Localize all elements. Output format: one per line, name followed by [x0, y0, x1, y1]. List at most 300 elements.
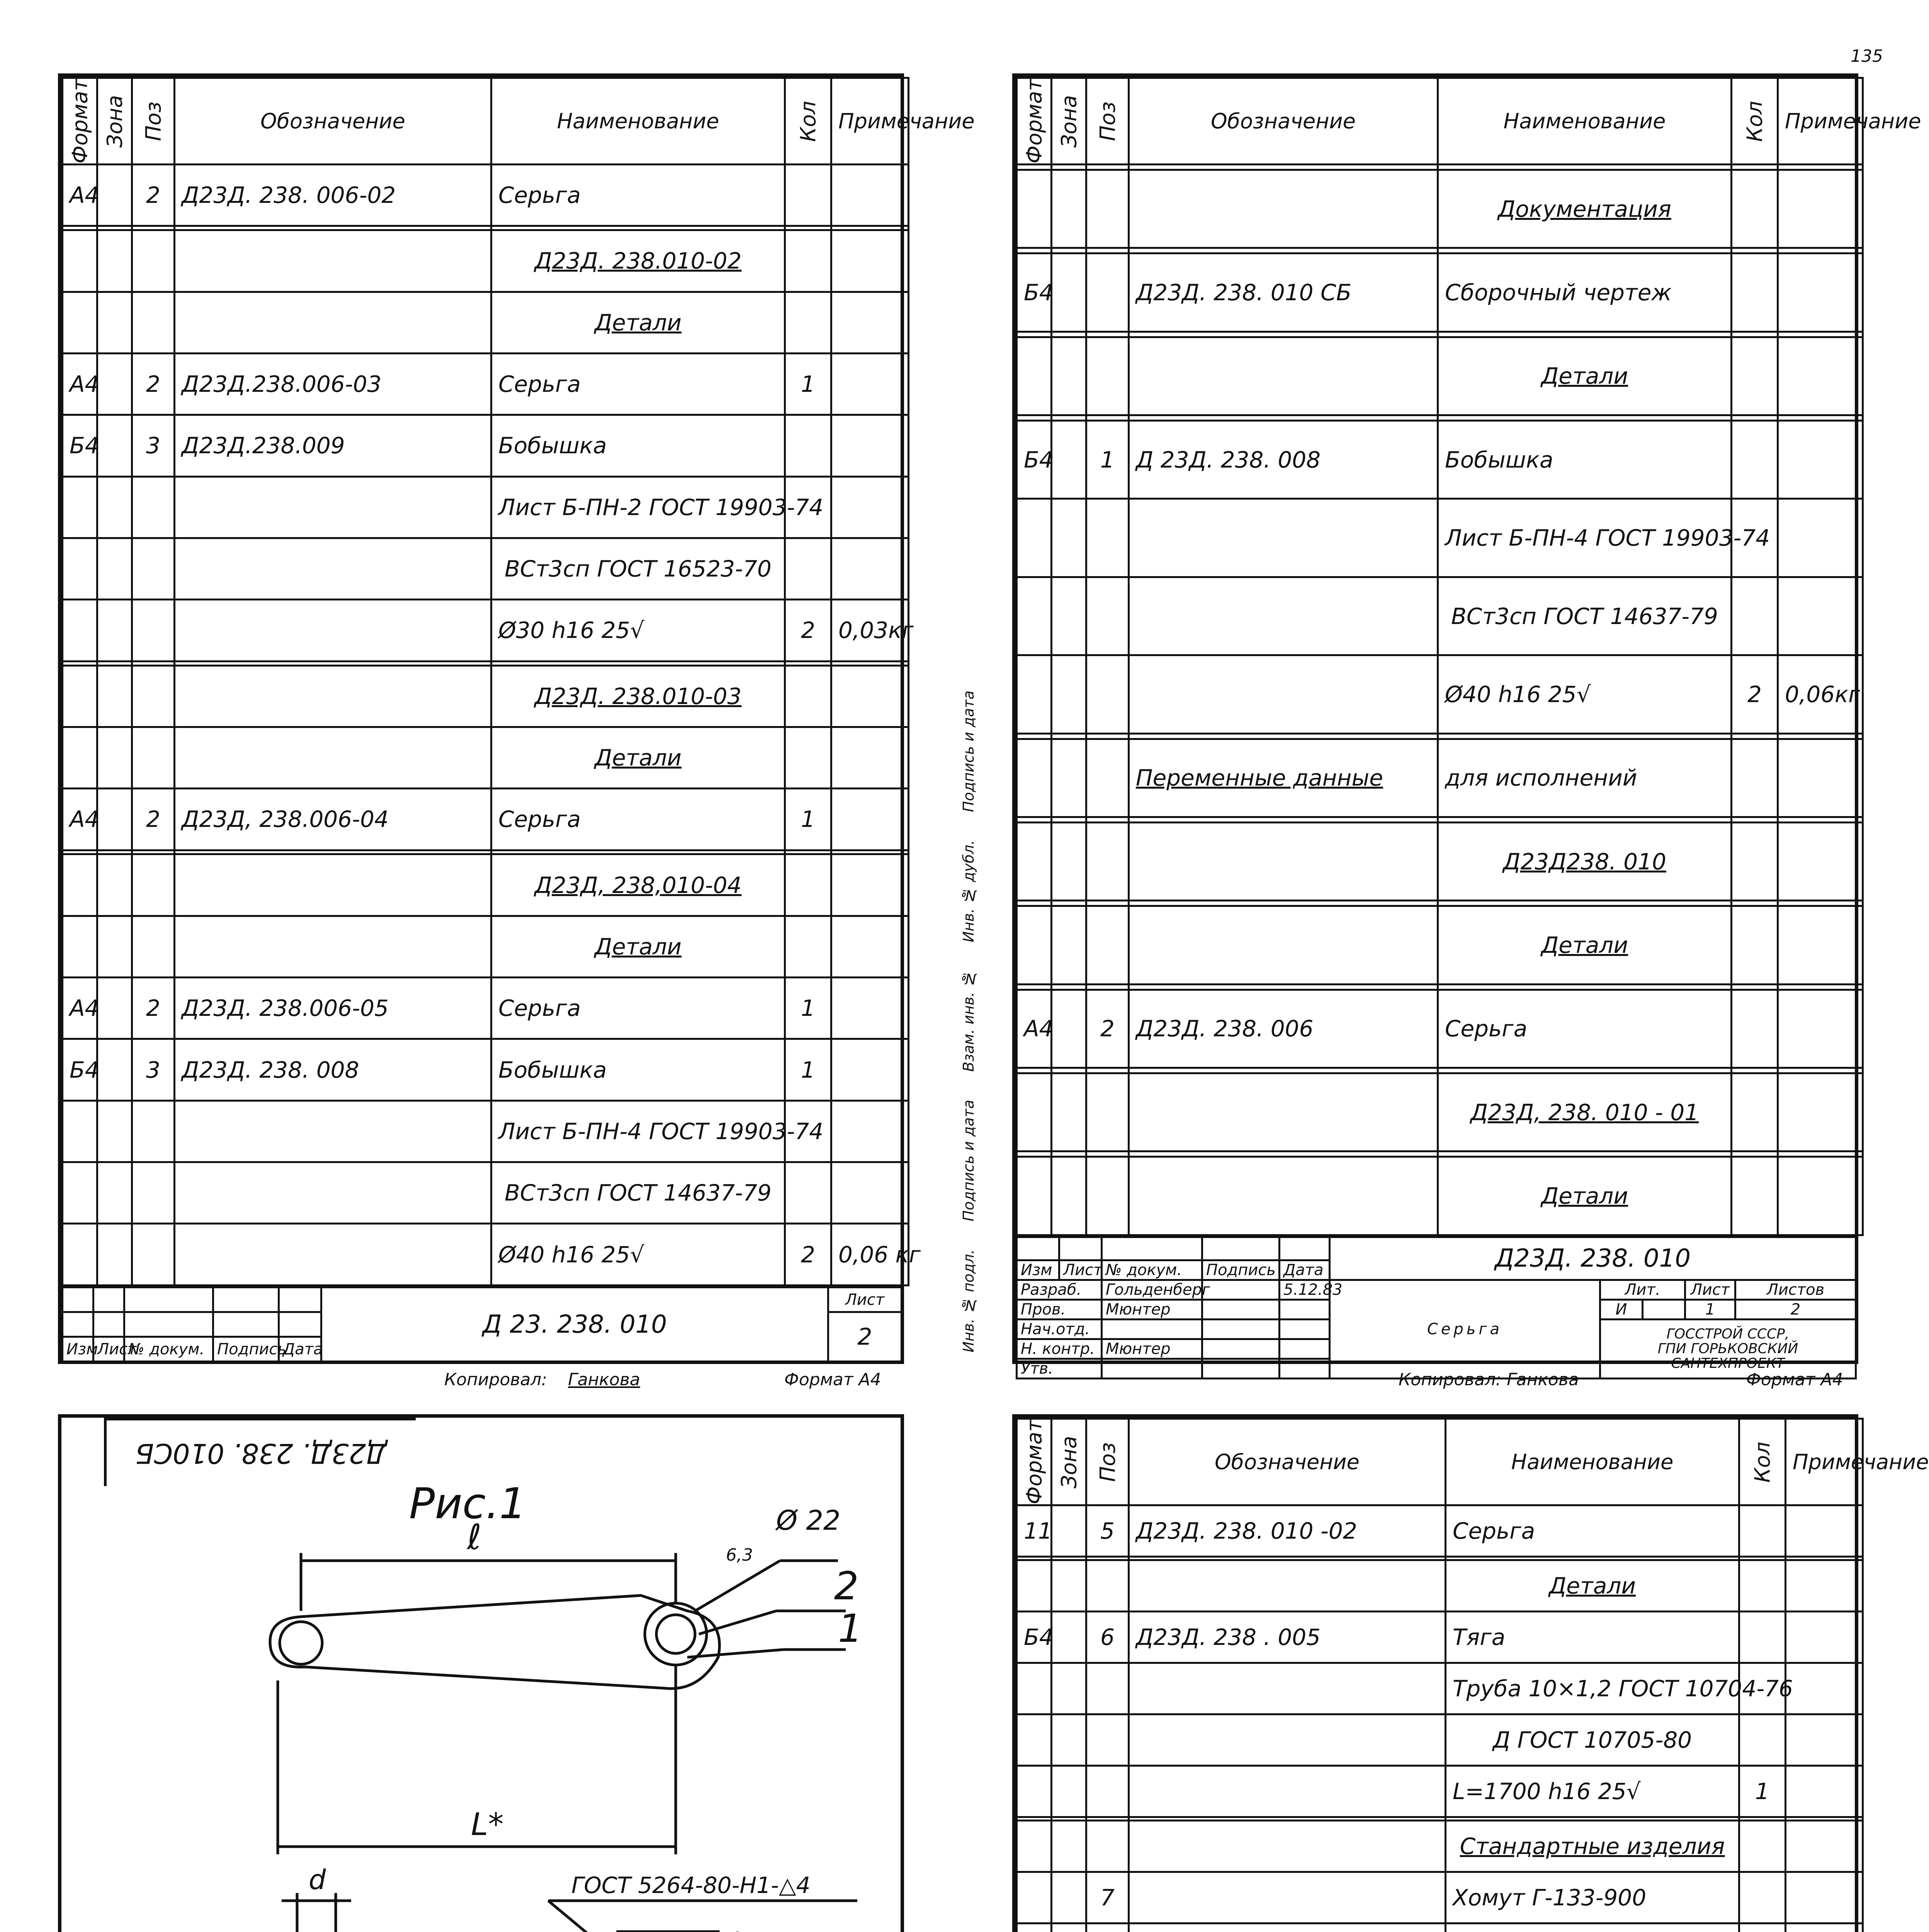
row-format — [1017, 499, 1052, 577]
row-zone — [97, 538, 132, 599]
col-zone: Зона — [1052, 78, 1086, 165]
row-pos — [132, 292, 175, 353]
row-zone — [1052, 1872, 1086, 1923]
table-row — [1017, 1817, 1863, 1820]
row-designation — [1129, 1557, 1446, 1560]
sheet-3 — [58, 1414, 904, 1932]
table-row — [1017, 499, 1863, 577]
row-designation — [1129, 165, 1438, 170]
row-zone — [1052, 1505, 1086, 1557]
lit-label: Лит. — [1600, 1280, 1685, 1300]
row-zone — [97, 353, 132, 415]
row-zone — [1052, 1817, 1086, 1820]
row-pos — [132, 1224, 175, 1286]
table-row — [1017, 739, 1863, 817]
row-note — [1778, 990, 1863, 1068]
row-note — [831, 165, 909, 226]
table-row — [1017, 823, 1863, 901]
row-qty — [785, 661, 831, 665]
row-note — [1778, 415, 1863, 421]
table-row — [63, 226, 909, 230]
row-zone — [97, 476, 132, 538]
row-pos — [1086, 984, 1129, 990]
row-note — [1778, 337, 1863, 415]
row-name — [1438, 984, 1732, 990]
row-name: Лист Б-ПН-4 ГОСТ 19903-74 — [1438, 499, 1732, 577]
utv-label: Утв. — [1017, 1359, 1102, 1379]
row-pos — [1086, 1151, 1129, 1157]
title: Серьга — [1330, 1280, 1600, 1379]
row-note — [831, 850, 909, 854]
row-name — [1446, 1557, 1739, 1560]
row-zone — [1052, 1560, 1086, 1612]
row-designation: Д23Д. 238. 010 СБ — [1129, 253, 1438, 332]
row-designation — [175, 600, 491, 661]
row-note — [1778, 739, 1863, 817]
row-name — [1438, 1151, 1732, 1157]
row-qty — [1732, 337, 1778, 415]
row-name: Детали — [491, 727, 785, 788]
row-format — [1017, 901, 1052, 906]
row-format — [1017, 817, 1052, 823]
dim-d22: Ø 22 — [776, 1505, 841, 1536]
row-format: Б4 — [63, 1039, 97, 1100]
tb-izm: Изм — [63, 1337, 93, 1362]
row-pos — [132, 1162, 175, 1224]
row-designation: Д23Д. 238. 006 — [1129, 990, 1438, 1068]
row-name: Бобышка — [1438, 420, 1732, 498]
row-zone — [1052, 248, 1086, 253]
row-name: Серьга — [1438, 990, 1732, 1068]
col-zone: Зона — [97, 78, 132, 165]
sheet-number: 2 — [828, 1312, 902, 1362]
row-designation — [1129, 1765, 1446, 1817]
row-name: L=1700 h16 25√ — [1446, 1765, 1739, 1817]
row-zone — [97, 665, 132, 727]
row-qty: 2 — [785, 600, 831, 661]
row-designation — [1129, 1872, 1446, 1923]
row-format: Б4 — [63, 415, 97, 476]
row-format — [1017, 1073, 1052, 1151]
row-note — [1778, 1073, 1863, 1151]
list: 1 — [1685, 1300, 1735, 1320]
row-pos — [1086, 901, 1129, 906]
row-format — [63, 854, 97, 916]
table-row — [1017, 1872, 1863, 1923]
spec-table-sheet4 — [1016, 1418, 1929, 1932]
row-note — [831, 1100, 909, 1162]
row-format — [1017, 984, 1052, 990]
row-zone — [97, 226, 132, 230]
row-format — [63, 850, 97, 854]
row-note — [831, 665, 909, 727]
row-note — [1778, 984, 1863, 990]
row-note — [1778, 1151, 1863, 1157]
row-pos — [132, 538, 175, 599]
row-designation: Д23Д, 238.006-04 — [175, 789, 491, 850]
col-format: Формат — [1017, 78, 1052, 165]
col-name: Наименование — [1438, 78, 1732, 165]
row-pos — [132, 600, 175, 661]
row-pos — [132, 661, 175, 665]
table-row — [1017, 901, 1863, 906]
table-row — [1017, 577, 1863, 655]
row-qty — [1732, 415, 1778, 421]
row-name — [1446, 1923, 1739, 1932]
row-zone — [1052, 415, 1086, 421]
row-designation — [175, 1162, 491, 1224]
row-qty — [1739, 1505, 1786, 1557]
tb-izm: Изм — [1017, 1260, 1059, 1280]
row-zone — [1052, 1765, 1086, 1817]
row-name: Ø40 h16 25√ — [491, 1224, 785, 1286]
col-pos: Поз — [132, 78, 175, 165]
row-name: Д ГОСТ 10705-80 — [1446, 1714, 1739, 1765]
row-zone — [97, 415, 132, 476]
row-zone — [97, 1039, 132, 1100]
row-name: Ø40 h16 25√ — [1438, 655, 1732, 733]
row-zone — [1052, 1073, 1086, 1151]
table-row — [1017, 906, 1863, 984]
row-note — [831, 727, 909, 788]
format-label: Формат А4 — [1746, 1370, 1843, 1389]
table-row — [1017, 817, 1863, 823]
row-name: Серьга — [491, 978, 785, 1039]
row-name: Детали — [491, 292, 785, 353]
row-qty — [1732, 1073, 1778, 1151]
row-name: Сборочный чертеж — [1438, 253, 1732, 332]
row-format — [63, 1224, 97, 1286]
row-note — [1778, 165, 1863, 170]
table-row — [1017, 253, 1863, 332]
sheet-4 — [1012, 1414, 1929, 1932]
listov-label: Листов — [1735, 1280, 1856, 1300]
row-qty — [1732, 248, 1778, 253]
row-format — [1017, 170, 1052, 248]
row-designation — [175, 850, 491, 854]
row-pos: 5 — [1086, 1505, 1129, 1557]
row-designation — [1129, 906, 1438, 984]
table-row — [1017, 1073, 1863, 1151]
row-zone — [97, 1100, 132, 1162]
row-pos: 2 — [132, 978, 175, 1039]
row-format — [1017, 1923, 1052, 1932]
row-name: Д23Д. 238.010-02 — [491, 230, 785, 292]
row-zone — [1052, 990, 1086, 1068]
row-format: 11 — [1017, 1505, 1052, 1557]
nkontr-name: Мюнтер — [1102, 1339, 1202, 1359]
row-format — [63, 538, 97, 599]
row-qty: 1 — [1739, 1765, 1786, 1817]
row-zone — [97, 727, 132, 788]
row-format — [63, 665, 97, 727]
row-format — [1017, 1068, 1052, 1073]
row-qty — [1732, 332, 1778, 337]
row-zone — [1052, 420, 1086, 498]
row-note — [831, 538, 909, 599]
row-pos — [132, 665, 175, 727]
row-pos — [1086, 1663, 1129, 1714]
row-note — [831, 292, 909, 353]
tb-list: Лист — [1059, 1260, 1102, 1280]
row-note — [1786, 1817, 1863, 1820]
spec-table-sheet2 — [1016, 77, 1921, 1236]
row-format: А4 — [1017, 990, 1052, 1068]
razrab-name: Гольденберг — [1102, 1280, 1202, 1300]
table-row — [1017, 1068, 1863, 1073]
col-note: Примечание — [1778, 78, 1863, 165]
row-designation: Д23Д. 238 . 005 — [1129, 1612, 1446, 1663]
row-qty — [785, 916, 831, 977]
row-qty — [1732, 906, 1778, 984]
tb-date: Дата — [279, 1337, 321, 1362]
row-qty — [1732, 823, 1778, 901]
row-pos — [1086, 499, 1129, 577]
row-designation — [175, 476, 491, 538]
organization: ГОССТРОЙ СССР, ГПИ ГОРЬКОВСКИЙ САНТЕХПРОЕКТ — [1600, 1320, 1856, 1379]
dim-L: L* — [471, 1806, 504, 1842]
row-name: Детали — [1438, 1157, 1732, 1235]
row-format — [63, 476, 97, 538]
row-qty — [785, 1162, 831, 1224]
callout-2: 2 — [834, 1563, 859, 1609]
row-name: Хомут Г-133-900 — [1446, 1872, 1739, 1923]
dim-6-3: 6,3 — [726, 1545, 753, 1565]
row-pos — [1086, 1560, 1129, 1612]
row-pos: 2 — [132, 165, 175, 226]
table-row — [1017, 655, 1863, 733]
row-pos — [1086, 655, 1129, 733]
row-format — [1017, 1560, 1052, 1612]
row-note — [831, 854, 909, 916]
row-name — [1438, 733, 1732, 739]
rotated-stamp: Д23Д. 238. 010СБ — [104, 1418, 416, 1486]
table-row — [63, 727, 909, 788]
col-designation: Обозначение — [175, 78, 491, 165]
col-pos: Поз — [1086, 78, 1129, 165]
row-qty — [1732, 1068, 1778, 1073]
table-row — [1017, 337, 1863, 415]
row-pos — [132, 850, 175, 854]
row-pos: 1 — [1086, 420, 1129, 498]
row-note — [1778, 1157, 1863, 1235]
row-format — [1017, 415, 1052, 421]
row-pos — [1086, 823, 1129, 901]
row-format — [1017, 655, 1052, 733]
row-zone — [97, 1224, 132, 1286]
row-zone — [97, 854, 132, 916]
row-name — [1446, 1817, 1739, 1820]
row-note — [1778, 1068, 1863, 1073]
row-name: ВСт3сп ГОСТ 14637-79 — [1438, 577, 1732, 655]
row-qty — [1739, 1820, 1786, 1872]
row-zone — [97, 165, 132, 226]
row-name: Ø30 h16 25√ — [491, 600, 785, 661]
row-name — [491, 226, 785, 230]
nach-label: Нач.отд. — [1017, 1320, 1102, 1339]
row-pos — [1086, 1557, 1129, 1560]
row-note — [1778, 817, 1863, 823]
dim-d: d — [309, 1864, 326, 1896]
table-row — [63, 1224, 909, 1286]
row-note — [1786, 1557, 1863, 1560]
row-qty — [1732, 577, 1778, 655]
table-row — [1017, 248, 1863, 253]
row-pos — [1086, 739, 1129, 817]
row-pos — [1086, 577, 1129, 655]
row-name: Бобышка — [491, 415, 785, 476]
row-format: А4 — [63, 353, 97, 415]
row-zone — [97, 230, 132, 292]
row-pos — [132, 1100, 175, 1162]
row-name — [491, 661, 785, 665]
table-row — [63, 353, 909, 415]
row-name: Стандартные изделия — [1446, 1820, 1739, 1872]
row-note — [1778, 499, 1863, 577]
title-block-sheet1 — [61, 1286, 902, 1362]
row-name — [1438, 901, 1732, 906]
row-pos — [132, 727, 175, 788]
row-qty — [1732, 1157, 1778, 1235]
row-zone — [1052, 1151, 1086, 1157]
row-designation: Д23Д. 238. 006-02 — [175, 165, 491, 226]
row-note — [1786, 1663, 1863, 1714]
date: 5.12.83 — [1280, 1280, 1330, 1300]
row-name: Серьга — [491, 353, 785, 415]
row-designation — [1129, 823, 1438, 901]
row-name: Д23Д, 238. 010 - 01 — [1438, 1073, 1732, 1151]
row-designation — [1129, 337, 1438, 415]
table-row — [1017, 1714, 1863, 1765]
row-pos: 2 — [132, 789, 175, 850]
row-format — [1017, 906, 1052, 984]
row-designation — [175, 230, 491, 292]
row-note — [831, 476, 909, 538]
row-format — [63, 226, 97, 230]
row-name: Д23Д238. 010 — [1438, 823, 1732, 901]
row-zone — [1052, 499, 1086, 577]
assembly-drawing — [61, 1418, 901, 1932]
row-zone — [1052, 170, 1086, 248]
row-format — [1017, 823, 1052, 901]
row-designation — [1129, 984, 1438, 990]
row-qty — [1732, 1151, 1778, 1157]
sheet-label: Лист — [828, 1287, 902, 1312]
row-format: А4 — [63, 789, 97, 850]
row-format — [1017, 337, 1052, 415]
row-designation: Д 23Д. 238. 008 — [1129, 420, 1438, 498]
row-qty: 1 — [785, 353, 831, 415]
row-note: 0,03кг — [831, 600, 909, 661]
row-qty — [785, 165, 831, 226]
row-qty: 1 — [785, 978, 831, 1039]
row-zone — [97, 850, 132, 854]
col-qty: Кол — [1739, 1419, 1786, 1505]
row-qty — [1739, 1612, 1786, 1663]
row-designation — [1129, 248, 1438, 253]
row-pos — [1086, 906, 1129, 984]
row-format — [1017, 1765, 1052, 1817]
row-designation — [1129, 577, 1438, 655]
tb-ndoc: № докум. — [124, 1337, 213, 1362]
row-pos — [1086, 170, 1129, 248]
row-format — [63, 292, 97, 353]
row-pos — [1086, 248, 1129, 253]
row-designation — [1129, 655, 1438, 733]
row-note — [1778, 906, 1863, 984]
row-designation — [1129, 1157, 1438, 1235]
row-zone — [1052, 1820, 1086, 1872]
row-pos — [1086, 1714, 1129, 1765]
col-note: Примечание — [831, 78, 909, 165]
row-zone — [97, 916, 132, 977]
row-pos — [132, 230, 175, 292]
razrab-label: Разраб. — [1017, 1280, 1102, 1300]
row-name: Детали — [1438, 906, 1732, 984]
row-pos — [1086, 165, 1129, 170]
row-zone — [1052, 817, 1086, 823]
format-label: Формат А4 — [784, 1370, 881, 1389]
row-format: А4 — [63, 978, 97, 1039]
copied-label: Копировал: Ганкова — [1399, 1370, 1579, 1389]
table-row — [63, 538, 909, 599]
row-zone — [1052, 332, 1086, 337]
row-designation — [175, 661, 491, 665]
row-pos — [1086, 1073, 1129, 1151]
row-zone — [97, 978, 132, 1039]
col-designation: Обозначение — [1129, 78, 1438, 165]
row-note — [1778, 733, 1863, 739]
row-zone — [1052, 655, 1086, 733]
row-note — [831, 353, 909, 415]
table-row — [1017, 1505, 1863, 1557]
row-qty: 2 — [785, 1224, 831, 1286]
row-zone — [1052, 739, 1086, 817]
row-qty — [1732, 739, 1778, 817]
row-zone — [1052, 337, 1086, 415]
lit: И — [1600, 1300, 1643, 1320]
page-mark: 135 — [1851, 46, 1883, 66]
row-designation: Д23Д. 238.006-05 — [175, 978, 491, 1039]
row-pos — [132, 854, 175, 916]
row-note — [1786, 1820, 1863, 1872]
row-note — [1778, 420, 1863, 498]
row-qty — [1732, 420, 1778, 498]
row-note — [831, 661, 909, 665]
row-name: Серьга — [491, 789, 785, 850]
row-zone — [1052, 823, 1086, 901]
row-pos — [1086, 1820, 1129, 1872]
row-pos — [132, 226, 175, 230]
row-format — [63, 1162, 97, 1224]
row-format — [1017, 332, 1052, 337]
table-row — [63, 165, 909, 226]
row-format — [63, 600, 97, 661]
row-pos — [1086, 337, 1129, 415]
prov-name: Мюнтер — [1102, 1300, 1202, 1320]
row-note — [1778, 823, 1863, 901]
row-pos — [1086, 1923, 1129, 1932]
row-zone — [1052, 1923, 1086, 1932]
row-designation: Д23Д.238.009 — [175, 415, 491, 476]
row-designation — [175, 727, 491, 788]
copied-label: Копировал: Ганкова — [444, 1370, 640, 1389]
row-qty — [785, 538, 831, 599]
row-qty — [1732, 817, 1778, 823]
row-zone — [1052, 165, 1086, 170]
row-pos — [1086, 253, 1129, 332]
table-row — [63, 1100, 909, 1162]
